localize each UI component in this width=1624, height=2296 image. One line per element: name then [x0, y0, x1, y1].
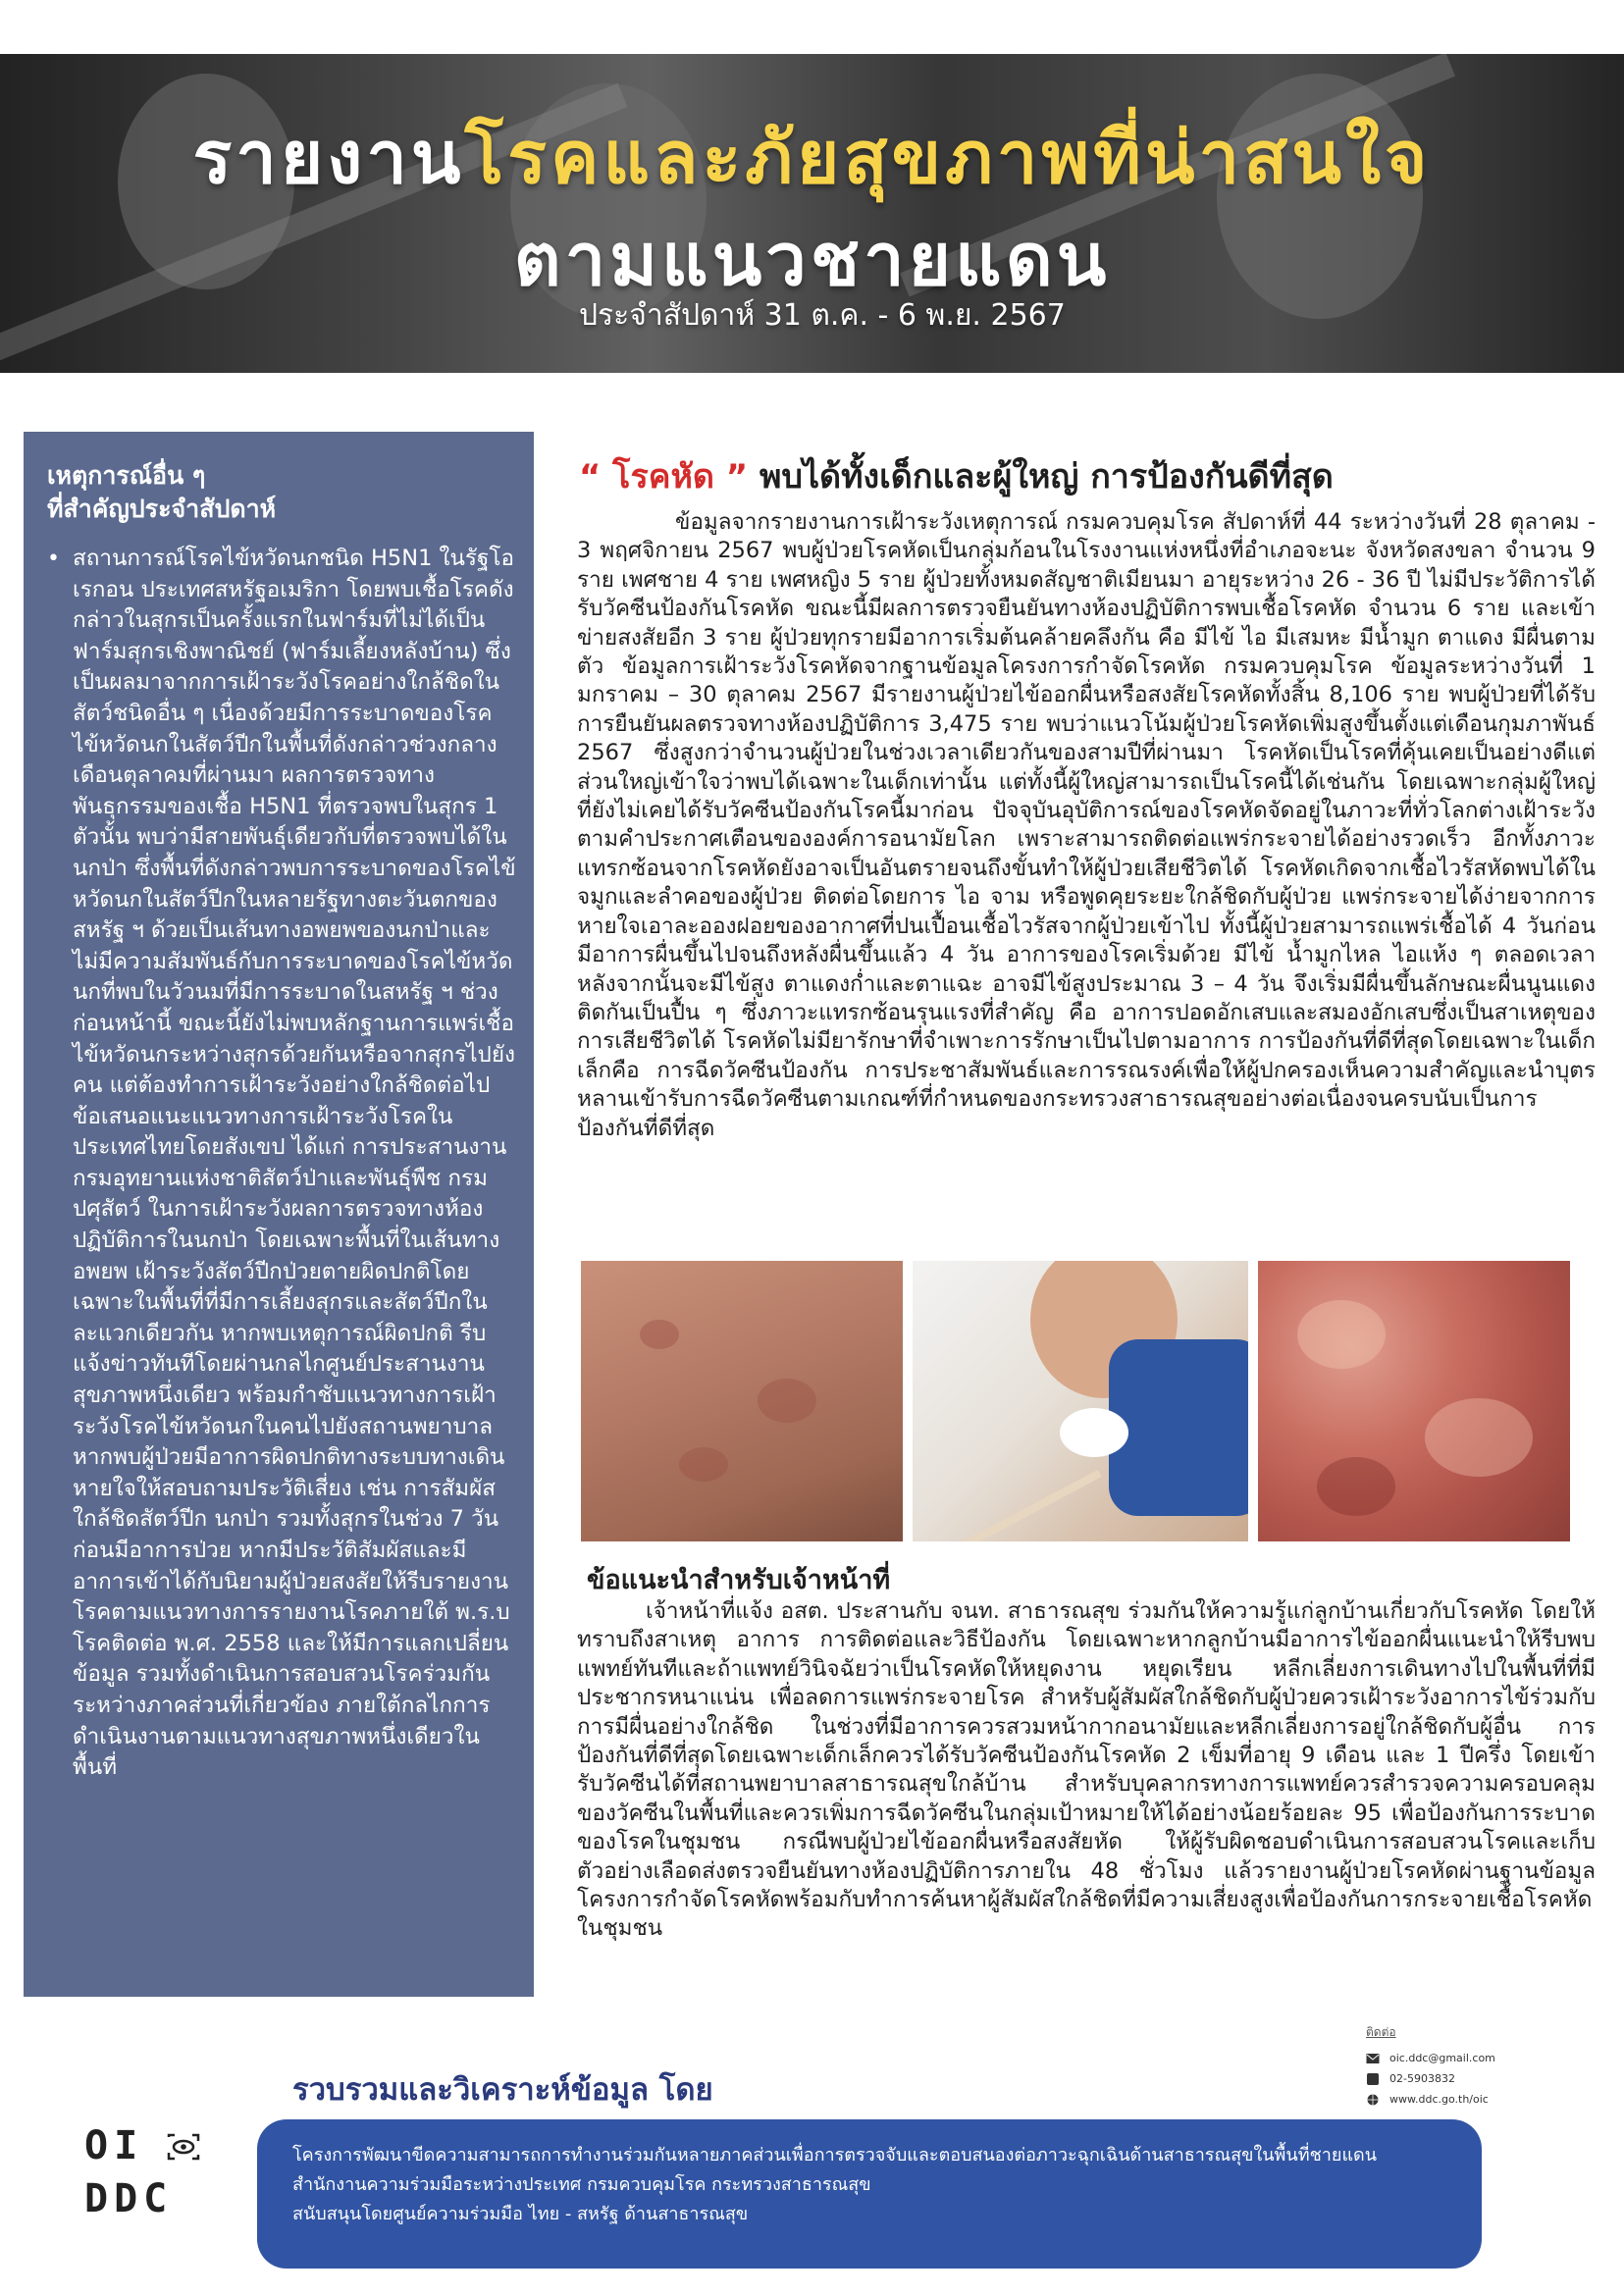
oi-ddc-logo: [82, 2123, 210, 2231]
title-part-white: รายงาน: [192, 116, 465, 200]
sidebar-heading-line1: เหตุการณ์อื่น ๆ: [47, 461, 206, 490]
rash-spot: [758, 1379, 816, 1423]
article-title-rest: พบได้ทั้งเด็กและผู้ใหญ่ การป้องกันดีที่สุด: [748, 457, 1334, 496]
article-title-quoted: “ โรคหัด ”: [579, 457, 749, 496]
rash-spot: [1297, 1300, 1386, 1369]
article-title: [579, 449, 1590, 502]
page-title-line2: ตามแนวชายแดน: [513, 218, 1111, 302]
phone-icon: [1366, 2073, 1380, 2085]
advice-heading: ข้อแนะนำสำหรับเจ้าหน้าที่: [587, 1565, 891, 1595]
bullet-icon: •: [47, 547, 60, 571]
footer-bar: [257, 2119, 1482, 2269]
sidebar-text: สถานการณ์โรคไข้หวัดนกชนิด H5N1 ในรัฐโอเรกอน ประเทศสหรัฐอเมริกา โดยพบเชื้อโรคดังกล่าวในสุกรเป็นครั้งแรกในฟาร์มที่ไม่ได้เป็นฟาร์มสุกรเชิงพาณิชย์ (ฟาร์มเลี้ยงหลังบ้าน) ซึ่งเป็นผลมาจากการเฝ้าระวังโรคอย่างใกล้ชิดในสัตว์ชนิดอื่น ๆ เนื่องด้วยมีการระบาดของโรคไข้หวัดนกในสัตว์ปีกในพื้นที่ดังกล่าวช่วงกลางเดือนตุลาคมที่ผ่านมา ผลการตรวจทางพันธุกรรมของเชื้อ H5N1 ที่ตรวจพบในสุกร 1 ตัวนั้น พบว่ามีสายพันธุ์เดียวกับที่ตรวจพบได้ในนกป่า ซึ่งพื้นที่ดังกล่าวพบการระบาดของโรคไข้หวัดนกในสัตว์ปีกในหลายรัฐทางตะวันตกของสหรัฐ ฯ ด้วยเป็นเส้นทางอพยพของนกป่าและไม่มีความสัมพันธ์กับการระบาดของโรคไข้หวัดนกที่พบในวัวนมที่มีการระบาดในสหรัฐ ฯ ช่วงก่อนหน้านี้ ขณะนี้ยังไม่พบหลักฐานการแพร่เชื้อไข้หวัดนกระหว่างสุกรด้วยกันหรือจากสุกรไปยังคน แต่ต้องทำการเฝ้าระวังอย่างใกล้ชิดต่อไป ข้อเสนอแนะแนวทางการเฝ้าระวังโรคในประเทศไทยโดยสังเขป ได้แก่ การประสานงานกรมอุทยานแห่งชาติสัตว์ป่าและพันธุ์พืช กรมปศุสัตว์ ในการเฝ้าระวังผลการตรวจทางห้องปฏิบัติการในนกป่า โดยเฉพาะพื้นที่ในเส้นทางอพยพ เฝ้าระวังสัตว์ปีกป่วยตายผิดปกติโดยเฉพาะในพื้นที่ที่มีการเลี้ยงสุกรและสัตว์ปีกในละแวกเดียวกัน หากพบเหตุการณ์ผิดปกติ รีบแจ้งข่าวทันทีโดยผ่านกลไกศูนย์ประสานงานสุขภาพหนึ่งเดียว พร้อมกำชับแนวทางการเฝ้าระวังโรคไข้หวัดนกในคนไปยังสถานพยาบาล หากพบผู้ป่วยมีอาการผิดปกติทางระบบทางเดินหายใจให้สอบถามประวัติเสี่ยง เช่น การสัมผัสใกล้ชิดสัตว์ปีก นกป่า รวมทั้งสุกรในช่วง 7 วัน ก่อนมีอาการป่วย หากมีประวัติสัมผัสและมีอาการเข้าได้กับนิยามผู้ป่วยสงสัยให้รีบรายงานโรคตามแนวทางการรายงานโรคภายใต้ พ.ร.บ โรคติดต่อ พ.ศ. 2558 และให้มีการแลกเปลี่ยนข้อมูล รวมทั้งดำเนินการสอบสวนโรคร่วมกันระหว่างภาคส่วนที่เกี่ยวข้อง ภายใต้กลไกการดำเนินงานตามแนวทางสุขภาพหนึ่งเดียวในพื้นที่: [73, 546, 516, 1781]
email-icon: [1366, 2053, 1380, 2064]
title-part-yellow: โรคและภัยสุขภาพที่น่าสนใจ: [464, 116, 1432, 200]
contact-website-text: www.ddc.go.th/oic: [1389, 2093, 1489, 2106]
cotton-swab-shape: [1060, 1408, 1128, 1457]
contact-email-text: oic.ddc@gmail.com: [1389, 2052, 1495, 2064]
contact-website: [1366, 2089, 1562, 2110]
contact-heading: ติดต่อ: [1366, 2025, 1396, 2039]
globe-icon: [1366, 2094, 1380, 2106]
footer-line-support: สนับสนุนโดยศูนย์ความร่วมมือ ไทย - สหรัฐ ด้านสาธารณสุข: [292, 2204, 749, 2224]
syringe-shape: [959, 1470, 1101, 1541]
report-week: ประจำสัปดาห์ 31 ต.ค. - 6 พ.ย. 2567: [579, 298, 1066, 333]
rash-spot: [679, 1447, 728, 1482]
eye-icon: [167, 2133, 200, 2161]
rash-spot: [640, 1320, 679, 1349]
article-body: [577, 508, 1596, 1143]
logo-text-line2: DDC: [84, 2176, 174, 2221]
contact-phone-text: 02-5903832: [1389, 2072, 1455, 2085]
child-shirt-shape: [1109, 1339, 1248, 1516]
advice-paragraph: เจ้าหน้าที่แจ้ง อสต. ประสานกับ จนท. สาธารณสุข ร่วมกันให้ความรู้แก่ลูกบ้านเกี่ยวกับโรคหัด โดยให้ทราบถึงสาเหตุ อาการ การติดต่อและวิธีป้องกัน โดยเฉพาะหากลูกบ้านมีอาการไข้ออกผื่นแนะนำให้รีบพบแพทย์ทันทีและถ้าแพทย์วินิจฉัยว่าเป็นโรคหัดให้หยุดงาน หยุดเรียน หลีกเลี่ยงการเดินทางไปในพื้นที่ที่มีประชากรหนาแน่น เพื่อลดการแพร่กระจายโรค สำหรับผู้สัมผัสใกล้ชิดกับผู้ป่วยควรเฝ้าระวังอาการไข้ร่วมกับการมีผื่นอย่างใกล้ชิด ในช่วงที่มีอาการควรสวมหน้ากากอนามัยและหลีกเลี่ยงการอยู่ใกล้ชิดกับผู้อื่น การป้องกันที่ดีที่สุดโดยเฉพาะเด็กเล็กควรได้รับวัคซีนป้องกันโรคหัด 2 เข็มที่อายุ 9 เดือน และ 1 ปีครึ่ง โดยเข้ารับวัคซีนได้ที่สถานพยาบาลสาธารณสุขใกล้บ้าน สำหรับบุคลากรทางการแพทย์ควรสำรวจความครอบคลุมของวัคซีนในพื้นที่และควรเพิ่มการฉีดวัคซีนในกลุ่มเป้าหมายให้ได้อย่างน้อยร้อยละ 95 เพื่อป้องกันการระบาดของโรคในชุมชน กรณีพบผู้ป่วยไข้ออกผื่นหรือสงสัยหัด ให้ผู้รับผิดชอบดำเนินการสอบสวนโรคและเก็บตัวอย่างเลือดส่งตรวจยืนยันทางห้องปฏิบัติการภายใน 48 ชั่วโมง แล้วรายงานผู้ป่วยโรคหัดผ่านฐานข้อมูลโครงการกำจัดโรคหัดพร้อมกับทำการค้นหาผู้สัมผัสใกล้ชิดที่มีความเสี่ยงสูงเพื่อป้องกันการกระจายเชื้อโรคหัดในชุมชน: [577, 1598, 1596, 1942]
photo-back-rash: [581, 1261, 903, 1541]
sidebar-other-events: [24, 432, 534, 1997]
header-banner: [0, 54, 1624, 373]
logo-text-line1: OI: [84, 2123, 144, 2168]
photo-strip: [581, 1261, 1570, 1541]
sidebar-bullet-item: [47, 544, 516, 1784]
footer-line-office: สำนักงานความร่วมมือระหว่างประเทศ กรมควบคุมโรค กระทรวงสาธารณสุข: [292, 2174, 871, 2195]
photo-vaccination: [913, 1261, 1248, 1541]
article-paragraph: ข้อมูลจากรายงานการเฝ้าระวังเหตุการณ์ กรมควบคุมโรค สัปดาห์ที่ 44 ระหว่างวันที่ 28 ตุลาคม - 3 พฤศจิกายน 2567 พบผู้ป่วยโรคหัดเป็นกลุ่มก้อนในโรงงานแห่งหนึ่งที่อำเภอจะนะ จังหวัดสงขลา จำนวน 9 ราย เพศชาย 4 ราย เพศหญิง 5 ราย ผู้ป่วยทั้งหมดสัญชาติเมียนมา อายุระหว่าง 26 - 36 ปี ไม่มีประวัติการได้รับวัคซีนป้องกันโรคหัด ขณะนี้มีผลการตรวจยืนยันทางห้องปฏิบัติการพบเชื้อโรคหัด จำนวน 6 ราย และเข้าข่ายสงสัยอีก 3 ราย ผู้ป่วยทุกรายมีอาการเริ่มต้นคล้ายคลึงกัน คือ มีไข้ ไอ มีเสมหะ มีน้ำมูก ตาแดง มีผื่นตามตัว ข้อมูลการเฝ้าระวังโรคหัดจากฐานข้อมูลโครงการกำจัดโรคหัด กรมควบคุมโรค ข้อมูลระหว่างวันที่ 1 มกราคม – 30 ตุลาคม 2567 มีรายงานผู้ป่วยไข้ออกผื่นหรือสงสัยโรคหัดทั้งสิ้น 8,106 ราย พบผู้ป่วยที่ได้รับการยืนยันผลตรวจทางห้องปฏิบัติการ 3,475 ราย พบว่าแนวโน้มผู้ป่วยโรคหัดเพิ่มสูงขึ้นตั้งแต่เดือนกุมภาพันธ์ 2567 ซึ่งสูงกว่าจำนวนผู้ป่วยในช่วงเวลาเดียวกันของสามปีที่ผ่านมา โรคหัดเป็นโรคที่คุ้นเคยเป็นอย่างดีแต่ส่วนใหญ่เข้าใจว่าพบได้เฉพาะในเด็กเท่านั้น แต่ทั้งนี้ผู้ใหญ่สามารถเป็นโรคนี้ได้เช่นกัน โดยเฉพาะกลุ่มผู้ใหญ่ที่ยังไม่เคยได้รับวัคซีนป้องกันโรคนี้มาก่อน ปัจจุบันอุบัติการณ์ของโรคหัดจัดอยู่ในภาวะที่ทั่วโลกต่างเฝ้าระวัง ตามคำประกาศเตือนขององค์การอนามัยโลก เพราะสามารถติดต่อแพร่กระจายได้อย่างรวดเร็ว อีกทั้งภาวะแทรกซ้อนจากโรคหัดยังอาจเป็นอันตรายจนถึงขั้นทำให้ผู้ป่วยเสียชีวิตได้ โรคหัดเกิดจากเชื้อไวรัสหัดพบได้ในจมูกและลำคอของผู้ป่วย ติดต่อโดยการ ไอ จาม หรือพูดคุยระยะใกล้ชิดกับผู้ป่วย แพร่กระจายได้ง่ายจากการหายใจเอาละอองฝอยของอากาศที่ปนเปื้อนเชื้อไวรัสจากผู้ป่วยเข้าไป ทั้งนี้ผู้ป่วยสามารถแพร่เชื้อได้ 4 วันก่อนมีอาการผื่นขึ้นไปจนถึงหลังผื่นขึ้นแล้ว 4 วัน อาการของโรคเริ่มด้วย มีไข้ น้ำมูกไหล ไอแห้ง ๆ ตลอดเวลา หลังจากนั้นจะมีไข้สูง ตาแดงก่ำและตาแฉะ อาจมีไข้สูงประมาณ 3 – 4 วัน จึงเริ่มมีผื่นขึ้นลักษณะผื่นนูนแดงติดกันเป็นปื้น ๆ ซึ่งภาวะแทรกซ้อนรุนแรงที่สำคัญ คือ อาการปอดอักเสบและสมองอักเสบซึ่งเป็นสาเหตุของการเสียชีวิตได้ โรคหัดไม่มียารักษาที่จำเพาะการรักษาเป็นไปตามอาการ การป้องกันที่ดีที่สุดโดยเฉพาะในเด็กเล็กคือ การฉีดวัคซีนป้องกัน การประชาสัมพันธ์และการรณรงค์เพื่อให้ผู้ปกครองเห็นความสำคัญและนำบุตรหลานเข้ารับการฉีดวัคซีนตามเกณฑ์ที่กำหนดของกระทรวงสาธารณสุขอย่างต่อเนื่องจนครบนับเป็นการป้องกันที่ดีที่สุด: [577, 509, 1596, 1141]
footer-line-project: โครงการพัฒนาขีดความสามารถการทำงานร่วมกันหลายภาคส่วนเพื่อการตรวจจับและตอบสนองต่อภาวะฉุกเฉินด้านสาธารณสุขในพื้นที่ชายแดน: [292, 2145, 1378, 2166]
sidebar-heading-line2: ที่สำคัญประจำสัปดาห์: [47, 495, 277, 523]
rash-spot: [1425, 1398, 1533, 1477]
compiled-by-label: รวบรวมและวิเคราะห์ข้อมูล โดย: [292, 2072, 713, 2108]
contact-email: [1366, 2048, 1562, 2068]
contact-phone: [1366, 2068, 1562, 2089]
sidebar-heading: [47, 459, 516, 526]
page-title-line1: [0, 99, 1624, 215]
advice-body: [577, 1597, 1596, 1944]
contact-block: [1366, 2023, 1562, 2110]
rash-spot: [1317, 1457, 1395, 1516]
photo-skin-rash: [1258, 1261, 1570, 1541]
